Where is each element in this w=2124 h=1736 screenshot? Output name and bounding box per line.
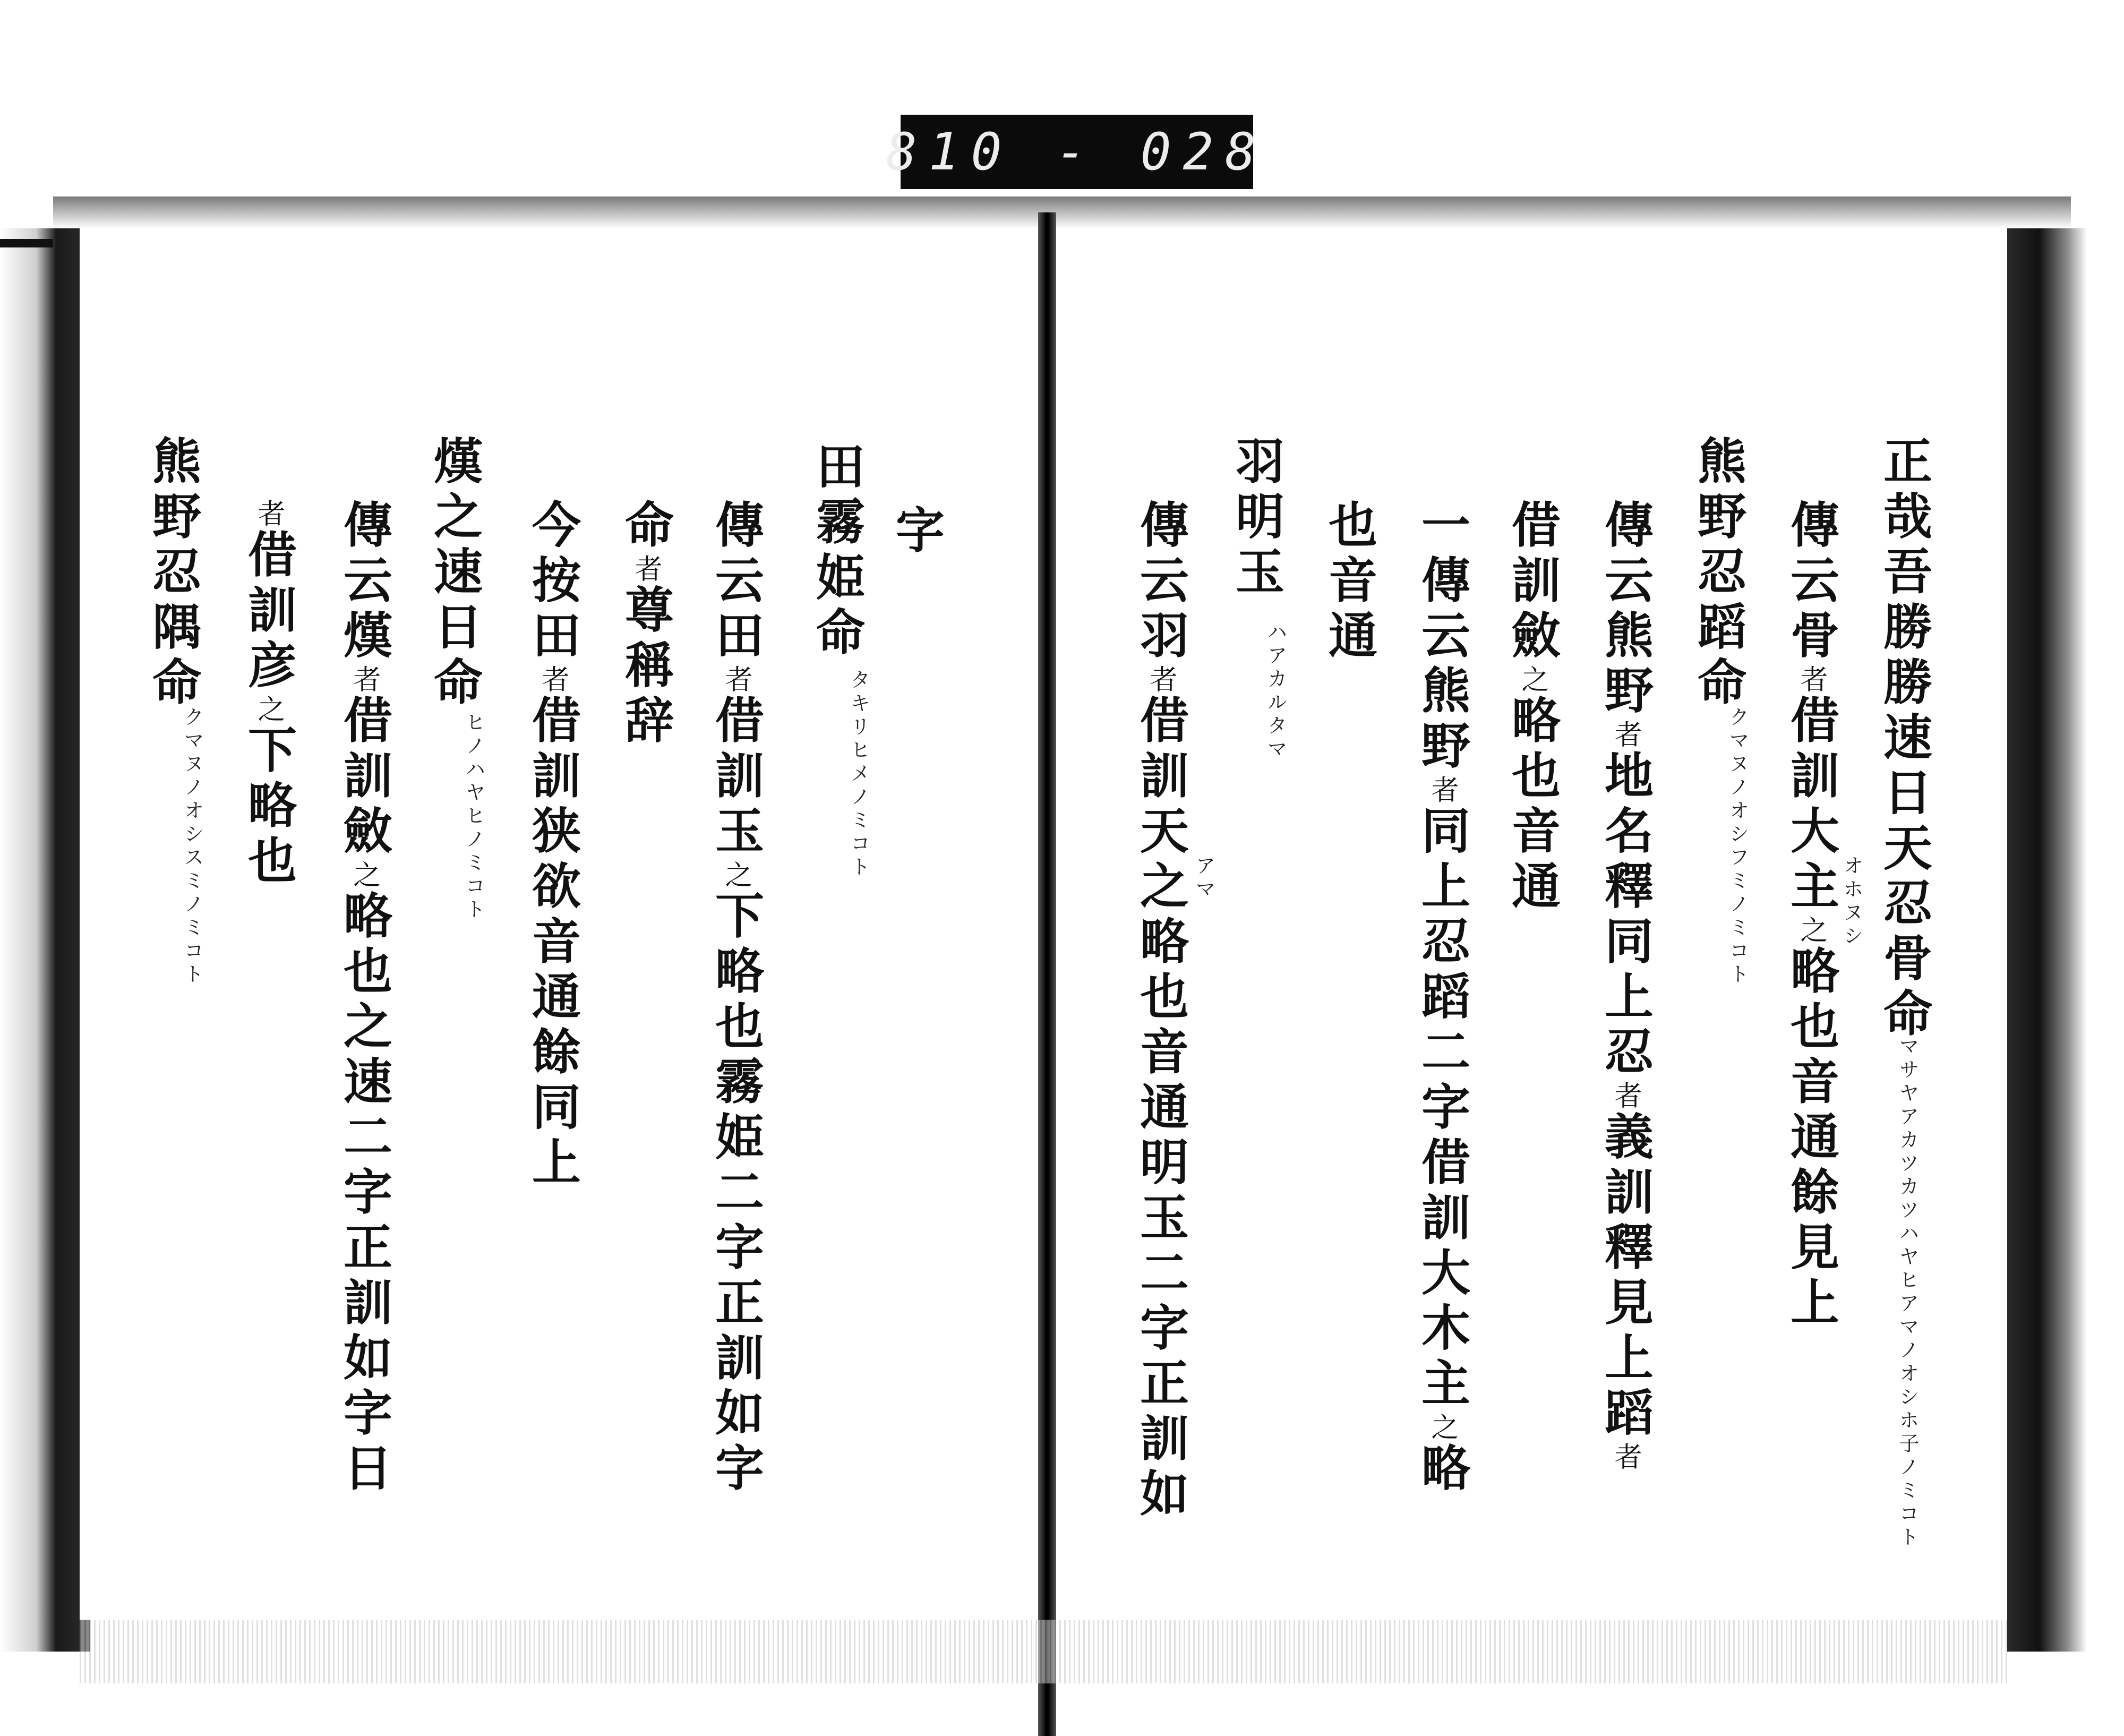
left-col-5-s1: 者 bbox=[537, 665, 569, 695]
right-col-3-text: 熊野忍蹈命 bbox=[1690, 435, 1747, 712]
left-col-5-p2: 借訓狭欲音通餘同上 bbox=[524, 695, 581, 1192]
right-col-3-ruby: クマヌノオシフミノミコト bbox=[1726, 706, 1749, 987]
right-col-6-p3: 略 bbox=[1414, 1442, 1471, 1498]
book-gutter bbox=[1038, 212, 1056, 1736]
right-col-5 bbox=[1504, 499, 1561, 916]
right-col-6-p1: 一傳云熊野 bbox=[1414, 499, 1471, 775]
left-col-7-s1: 者 bbox=[348, 665, 380, 695]
left-col-7-s2: 之 bbox=[348, 860, 380, 890]
left-col-3 bbox=[707, 499, 765, 1498]
right-col-4-p1: 傳云熊野 bbox=[1597, 499, 1654, 720]
left-col-6-text: 熯之速日命 bbox=[426, 435, 483, 712]
left-col-1-text: 字 bbox=[888, 504, 945, 560]
right-col-2-ruby: オホヌシ bbox=[1840, 855, 1863, 948]
right-col-9-p1: 傳云羽 bbox=[1132, 499, 1189, 665]
left-col-9-ruby: クマヌノオシスミノミコト bbox=[181, 706, 204, 987]
right-col-9-s1: 者 bbox=[1145, 665, 1177, 695]
right-col-4-p3: 義訓釋見上蹈 bbox=[1597, 1111, 1654, 1442]
right-col-2 bbox=[1783, 499, 1840, 1332]
right-col-2-s2: 之 bbox=[1795, 916, 1827, 945]
left-col-5-p1: 今按田 bbox=[524, 499, 581, 665]
open-book bbox=[0, 196, 2124, 1736]
left-col-2-ruby: タキリヒメノミコト bbox=[847, 669, 870, 879]
left-col-9-text: 熊野忍隅命 bbox=[144, 435, 202, 712]
right-col-4-s3: 者 bbox=[1609, 1442, 1641, 1472]
left-col-4-p1: 命 bbox=[617, 499, 674, 554]
right-col-5-p2: 略也音通 bbox=[1504, 695, 1561, 916]
book-left-edge bbox=[0, 228, 90, 1652]
right-col-8-ruby: ハアカルタマ bbox=[1264, 621, 1287, 762]
left-col-3-p1: 傳云田 bbox=[707, 499, 765, 665]
right-col-9 bbox=[1132, 499, 1189, 1523]
right-col-3 bbox=[1690, 435, 1747, 712]
archive-label: 810 - 028 bbox=[901, 115, 1253, 189]
left-col-7 bbox=[336, 499, 393, 1498]
left-col-8-p2: 借訓彦 bbox=[240, 529, 297, 695]
left-col-3-s2: 之 bbox=[720, 860, 752, 890]
left-col-3-s1: 者 bbox=[720, 665, 752, 695]
left-col-6 bbox=[426, 435, 483, 712]
left-col-4-s1: 者 bbox=[630, 554, 662, 584]
right-col-7 bbox=[1321, 499, 1378, 665]
left-col-7-p1: 傳云熯 bbox=[336, 499, 393, 665]
left-col-6-ruby: ヒノハヤヒノミコト bbox=[462, 712, 485, 922]
right-col-4 bbox=[1597, 499, 1654, 1472]
right-col-5-p1: 借訓斂 bbox=[1504, 499, 1561, 665]
right-col-6-s1: 者 bbox=[1426, 775, 1458, 805]
left-col-9 bbox=[144, 435, 202, 712]
page-top-shadow bbox=[53, 196, 2071, 228]
right-col-1-text: 正哉吾勝勝速日天忍骨命 bbox=[1875, 435, 1933, 1043]
right-col-5-s1: 之 bbox=[1517, 665, 1548, 695]
left-col-5 bbox=[524, 499, 581, 1192]
left-col-2 bbox=[808, 441, 866, 662]
left-col-8-s2: 之 bbox=[253, 695, 285, 724]
right-col-1 bbox=[1875, 435, 1933, 1043]
right-col-2-p1: 傳云骨 bbox=[1783, 499, 1840, 665]
right-page bbox=[1057, 228, 2007, 1620]
right-col-4-s2: 者 bbox=[1609, 1081, 1641, 1111]
right-col-1-ruby: マサヤアカツカツハヤヒアマノオシホ子ノミコト bbox=[1896, 1036, 1919, 1550]
left-col-1 bbox=[888, 504, 945, 560]
page-bottom-edge bbox=[80, 1620, 2007, 1683]
book-left-tab bbox=[0, 239, 53, 247]
left-col-8-p3: 下略也 bbox=[240, 724, 297, 890]
left-page bbox=[80, 228, 1041, 1620]
left-col-8 bbox=[240, 499, 297, 890]
right-col-7-text: 也音通 bbox=[1321, 499, 1378, 665]
right-col-8 bbox=[1228, 435, 1285, 601]
right-col-4-p2: 地名釋同上忍 bbox=[1597, 750, 1654, 1081]
left-col-4 bbox=[617, 499, 674, 750]
right-col-6-s2: 之 bbox=[1426, 1413, 1458, 1442]
left-col-7-p3: 略也之速二字正訓如字日 bbox=[336, 890, 393, 1498]
right-col-6 bbox=[1414, 499, 1471, 1498]
book-right-edge bbox=[2007, 228, 2087, 1652]
left-col-2-text: 田霧姫命 bbox=[808, 441, 866, 662]
right-col-9-p2: 借訓天之略也音通明玉二字正訓如 bbox=[1132, 695, 1189, 1523]
left-col-3-p2: 借訓玉 bbox=[707, 695, 765, 860]
right-col-2-p3: 略也音通餘見上 bbox=[1783, 945, 1840, 1332]
left-col-8-p1: 者 bbox=[253, 499, 285, 529]
right-col-2-p2: 借訓大主 bbox=[1783, 695, 1840, 916]
right-col-6-p2: 同上忍蹈二字借訓大木主 bbox=[1414, 805, 1471, 1413]
right-col-4-s1: 者 bbox=[1609, 720, 1641, 750]
left-col-7-p2: 借訓斂 bbox=[336, 695, 393, 860]
right-col-2-s1: 者 bbox=[1795, 665, 1827, 695]
left-col-4-p2: 尊稱辞 bbox=[617, 584, 674, 750]
right-col-9-ruby: アマ bbox=[1192, 855, 1215, 902]
right-col-8-text: 羽明玉 bbox=[1228, 435, 1285, 601]
left-col-3-p3: 下略也霧姫二字正訓如字 bbox=[707, 890, 765, 1498]
